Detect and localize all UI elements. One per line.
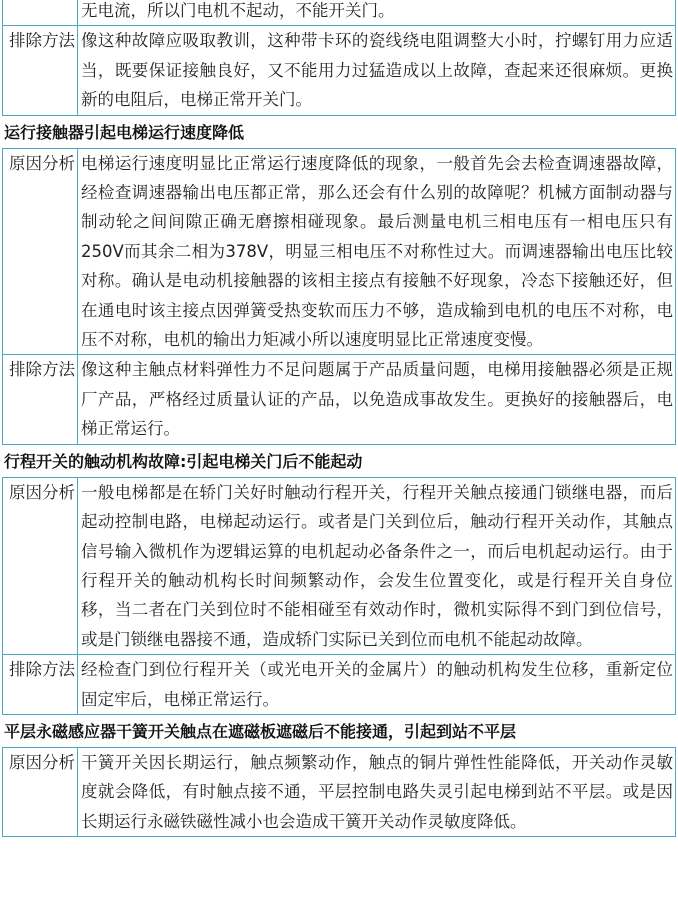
row-text: 像这种主触点材料弹性力不足问题属于产品质量问题，电梯用接触器必须是正规厂产品，严格经过质量认证的产品，以免造成事故发生。更换好的接触器后，电梯正常运行。 (78, 355, 676, 444)
table-row (3, 26, 676, 115)
table-row (3, 747, 676, 836)
row-text: 干簧开关因长期运行，触点频繁动作，触点的铜片弹性性能降低，开关动作灵敏度就会降低，有时触点接不通，平层控制电路失灵引起电梯到站不平层。或是因长期运行永磁铁磁性减小也会造成干簧开关动作灵敏度降低。 (78, 747, 676, 836)
row-label: 排除方法 (3, 26, 78, 115)
row-label: 原因分析 (3, 747, 78, 836)
row-text: 像这种故障应吸取教训，这种带卡环的瓷线绕电阻调整大小时，拧螺钉用力应适当，既要保证接触良好，又不能用力过猛造成以上故障，查起来还很麻烦。更换新的电阻后，电梯正常开关门。 (78, 26, 676, 115)
section-heading: 运行接触器引起电梯运行速度降低 (4, 122, 245, 142)
row-text: 无电流，所以门电机不起动，不能开关门。 (78, 0, 676, 26)
row-label (3, 0, 78, 26)
row-label: 排除方法 (3, 655, 78, 715)
row-text: 一般电梯都是在轿门关好时触动行程开关，行程开关触点接通门锁继电器，而后起动控制电路，电梯起动运行。或者是门关到位后，触动行程开关动作，其触点信号输入微机作为逻辑运算的电机起动必备条件之一，而后电机起动运行。由于行程开关的触动机构长时间频繁动作，会发生位置变化，或是行程开关自身位移，当二者在门关到位时不能相碰至有效动作时，微机实际得不到门到位信号，或是门锁继电器接不通，造成轿门实际已关到位而电机不能起动故障。 (78, 477, 676, 654)
fault-table-speed (2, 148, 676, 445)
row-label: 原因分析 (3, 477, 78, 654)
table-row (3, 477, 676, 654)
row-label: 排除方法 (3, 355, 78, 444)
fault-table-door-motor (2, 0, 676, 116)
fault-table-leveling (2, 747, 676, 837)
fault-table-limit-switch (2, 477, 676, 715)
section-heading: 行程开关的触动机构故障:引起电梯关门后不能起动 (4, 451, 363, 471)
row-label: 原因分析 (3, 148, 78, 355)
table-row (3, 355, 676, 444)
table-row (3, 0, 676, 26)
row-text: 经检查门到位行程开关（或光电开关的金属片）的触动机构发生位移，重新定位固定牢后，电梯正常运行。 (78, 655, 676, 715)
section-heading: 平层永磁感应器干簧开关触点在遮磁板遮磁后不能接通，引起到站不平层 (4, 721, 517, 741)
row-text: 电梯运行速度明显比正常运行速度降低的现象，一般首先会去检查调速器故障，经检查调速器输出电压都正常，那么还会有什么别的故障呢？机械方面制动器与制动轮之间间隙正确无磨擦相碰现象。最后测量电机三相电压有一相电压只有250V而其余二相为378V，明显三相电压不对称性过大。而调速器输出电压比较对称。确认是电动机接触器的该相主接点有接触不好现象，冷态下接触还好，但在通电时该主接点因弹簧受热变软而压力不够，造成输到电机的电压不对称，电压不对称，电机的输出力矩减小所以速度明显比正常速度变慢。 (78, 148, 676, 355)
table-row (3, 655, 676, 715)
table-row (3, 148, 676, 355)
